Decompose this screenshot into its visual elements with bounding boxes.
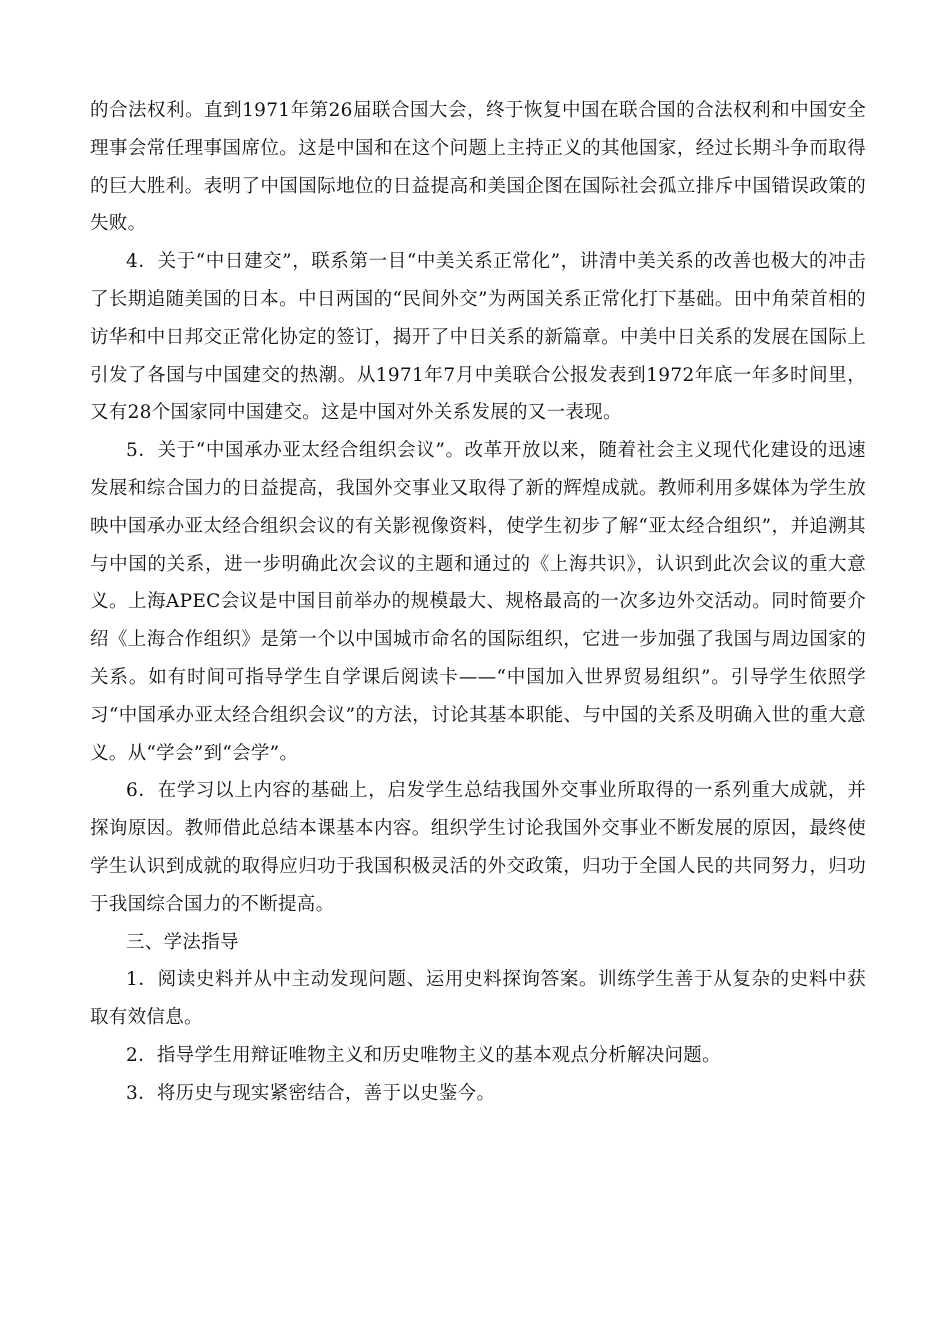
paragraph-un-seat-continuation: 的合法权利。直到1971年第26届联合国大会，终于恢复中国在联合国的合法权利和中国安全理事会常任理事国席位。这是中国和在这个问题上主持正义的其他国家，经过长期斗争而取得的巨大胜利。表明了中国国际地位的日益提高和美国企图在国际社会孤立排斥中国错误政策的失败。 — [90, 100, 866, 235]
section-heading-study-guidance: 三、学法指导 — [126, 931, 239, 953]
guidance-item-2: 2．指导学生用辩证唯物主义和历史唯物主义的基本观点分析解决问题。 — [126, 1044, 721, 1066]
guidance-item-3: 3．将历史与现实紧密结合，善于以史鉴今。 — [126, 1082, 496, 1104]
guidance-item-1: 1．阅读史料并从中主动发现问题、运用史料探询答案。训练学生善于从复杂的史料中获取有效信息。 — [90, 969, 866, 1029]
paragraph-sino-japan-relations: 4．关于“中日建交”，联系第一目“中美关系正常化”，讲清中美关系的改善也极大的冲击了长期追随美国的日本。中日两国的“民间外交”为两国关系正常化打下基础。田中角荣首相的访华和中日邦交正常化协定的签订，揭开了中日关系的新篇章。中美中日关系的发展在国际上引发了各国与中国建交的热潮。从1971年7月中美联合公报发表到1972年底一年多时间里，又有28个国家同中国建交。这是中国对外关系发展的又一表现。 — [90, 251, 866, 424]
document-body — [90, 92, 866, 1113]
paragraph-summary-achievements: 6．在学习以上内容的基础上，启发学生总结我国外交事业所取得的一系列重大成就，并探询原因。教师借此总结本课基本内容。组织学生讨论我国外交事业不断发展的原因，最终使学生认识到成就的取得应归功于我国积极灵活的外交政策，归功于全国人民的共同努力，归功于我国综合国力的不断提高。 — [90, 780, 866, 915]
paragraph-apec-meeting: 5．关于“中国承办亚太经合组织会议”。改革开放以来，随着社会主义现代化建设的迅速发展和综合国力的日益提高，我国外交事业又取得了新的辉煌成就。教师利用多媒体为学生放映中国承办亚太经合组织会议的有关影视像资料，使学生初步了解“亚太经合组织”，并追溯其与中国的关系，进一步明确此次会议的主题和通过的《上海共识》，认识到此次会议的重大意义。上海APEC会议是中国目前举办的规模最大、规格最高的一次多边外交活动。同时简要介绍《上海合作组织》是第一个以中国城市命名的国际组织，它进一步加强了我国与周边国家的关系。如有时间可指导学生自学课后阅读卡——“中国加入世界贸易组织”。引导学生依照学习“中国承办亚太经合组织会议”的方法，讨论其基本职能、与中国的关系及明确入世的重大意义。从“学会”到“会学”。 — [90, 440, 866, 764]
